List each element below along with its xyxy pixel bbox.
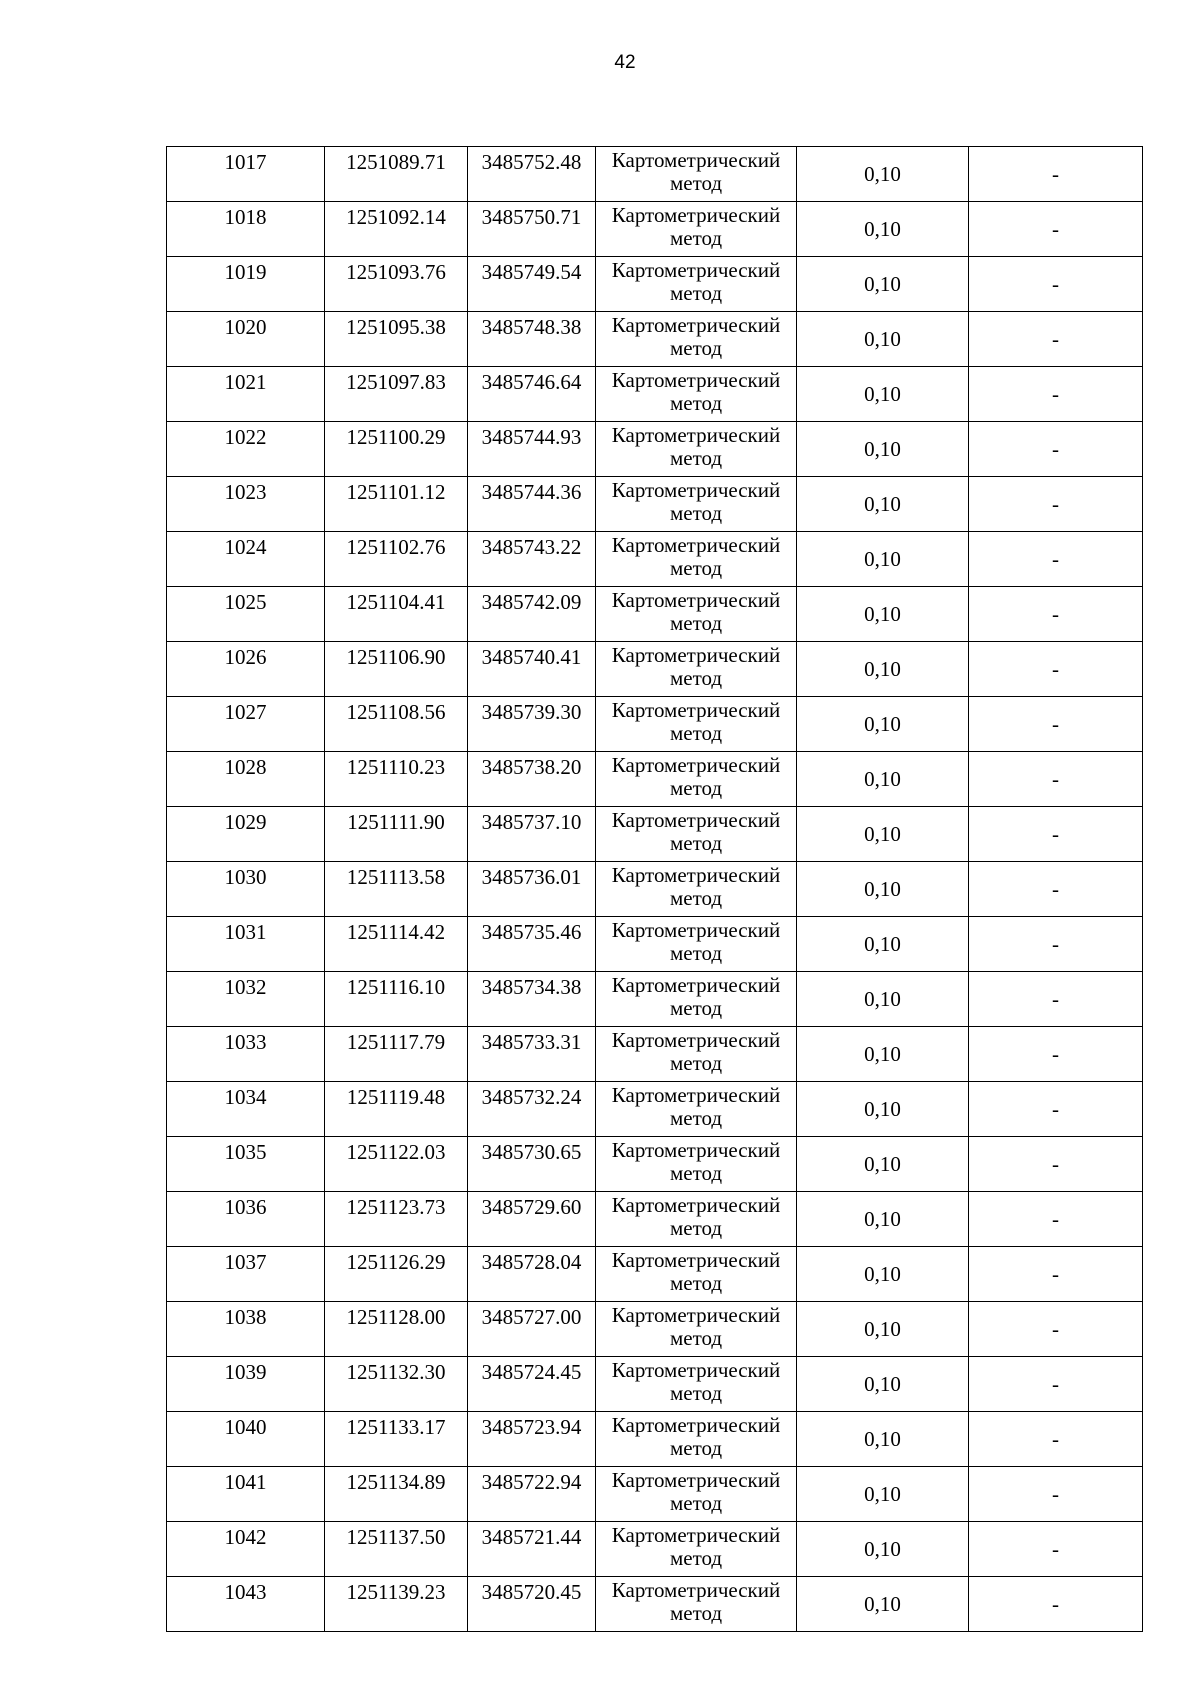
- point-number-cell: 1019: [167, 257, 325, 312]
- note-cell: -: [969, 917, 1143, 972]
- table-row: [167, 147, 1143, 202]
- point-number-cell: 1026: [167, 642, 325, 697]
- note-cell: -: [969, 1027, 1143, 1082]
- method-cell: [596, 972, 797, 1027]
- point-number-cell: 1043: [167, 1577, 325, 1632]
- method-cell: [596, 367, 797, 422]
- method-line-2: метод: [669, 1216, 723, 1240]
- method-line-1: Картометрический: [611, 368, 781, 392]
- accuracy-cell: 0,10: [797, 917, 969, 972]
- method-line-1: Картометрический: [611, 1028, 781, 1052]
- method-line-2: метод: [669, 996, 723, 1020]
- accuracy-cell: 0,10: [797, 972, 969, 1027]
- method-cell: [596, 807, 797, 862]
- accuracy-cell: 0,10: [797, 477, 969, 532]
- x-coordinate-cell: 1251128.00: [325, 1302, 468, 1357]
- table-row: [167, 1467, 1143, 1522]
- method-line-1: Картометрический: [611, 1468, 781, 1492]
- point-number-cell: 1021: [167, 367, 325, 422]
- point-number-cell: 1024: [167, 532, 325, 587]
- method-line-2: метод: [669, 721, 723, 745]
- method-cell: [596, 477, 797, 532]
- table-row: [167, 367, 1143, 422]
- table-row: [167, 972, 1143, 1027]
- x-coordinate-cell: 1251137.50: [325, 1522, 468, 1577]
- table-row: [167, 1357, 1143, 1412]
- method-line-1: Картометрический: [611, 1358, 781, 1382]
- method-line-2: метод: [669, 1601, 723, 1625]
- page-number: 42: [614, 52, 636, 73]
- method-line-1: Картометрический: [611, 698, 781, 722]
- method-cell: [596, 642, 797, 697]
- table-row: [167, 642, 1143, 697]
- method-line-2: метод: [669, 1546, 723, 1570]
- method-line-2: метод: [669, 171, 723, 195]
- table-row: [167, 587, 1143, 642]
- y-coordinate-cell: 3485752.48: [468, 147, 596, 202]
- method-line-1: Картометрический: [611, 258, 781, 282]
- point-number-cell: 1023: [167, 477, 325, 532]
- accuracy-cell: 0,10: [797, 587, 969, 642]
- method-line-2: метод: [669, 1271, 723, 1295]
- accuracy-cell: 0,10: [797, 1137, 969, 1192]
- table-row: [167, 752, 1143, 807]
- x-coordinate-cell: 1251111.90: [325, 807, 468, 862]
- method-cell: [596, 1467, 797, 1522]
- method-cell: [596, 1412, 797, 1467]
- method-line-1: Картометрический: [611, 753, 781, 777]
- x-coordinate-cell: 1251116.10: [325, 972, 468, 1027]
- y-coordinate-cell: 3485737.10: [468, 807, 596, 862]
- accuracy-cell: 0,10: [797, 367, 969, 422]
- accuracy-cell: 0,10: [797, 1522, 969, 1577]
- y-coordinate-cell: 3485733.31: [468, 1027, 596, 1082]
- accuracy-cell: 0,10: [797, 1247, 969, 1302]
- accuracy-cell: 0,10: [797, 1302, 969, 1357]
- method-line-2: метод: [669, 501, 723, 525]
- method-cell: [596, 752, 797, 807]
- method-cell: [596, 312, 797, 367]
- point-number-cell: 1038: [167, 1302, 325, 1357]
- y-coordinate-cell: 3485739.30: [468, 697, 596, 752]
- point-number-cell: 1030: [167, 862, 325, 917]
- accuracy-cell: 0,10: [797, 422, 969, 477]
- method-line-1: Картометрический: [611, 313, 781, 337]
- point-number-cell: 1035: [167, 1137, 325, 1192]
- method-cell: [596, 1027, 797, 1082]
- table-row: [167, 422, 1143, 477]
- x-coordinate-cell: 1251132.30: [325, 1357, 468, 1412]
- y-coordinate-cell: 3485727.00: [468, 1302, 596, 1357]
- y-coordinate-cell: 3485734.38: [468, 972, 596, 1027]
- table-row: [167, 1192, 1143, 1247]
- y-coordinate-cell: 3485723.94: [468, 1412, 596, 1467]
- x-coordinate-cell: 1251133.17: [325, 1412, 468, 1467]
- y-coordinate-cell: 3485721.44: [468, 1522, 596, 1577]
- method-line-1: Картометрический: [611, 1303, 781, 1327]
- note-cell: -: [969, 807, 1143, 862]
- method-cell: [596, 1302, 797, 1357]
- y-coordinate-cell: 3485728.04: [468, 1247, 596, 1302]
- point-number-cell: 1033: [167, 1027, 325, 1082]
- method-cell: [596, 202, 797, 257]
- x-coordinate-cell: 1251092.14: [325, 202, 468, 257]
- note-cell: -: [969, 1192, 1143, 1247]
- method-cell: [596, 422, 797, 477]
- note-cell: -: [969, 1412, 1143, 1467]
- method-line-2: метод: [669, 336, 723, 360]
- method-line-1: Картометрический: [611, 1138, 781, 1162]
- note-cell: -: [969, 587, 1143, 642]
- x-coordinate-cell: 1251123.73: [325, 1192, 468, 1247]
- table-row: [167, 1247, 1143, 1302]
- method-line-2: метод: [669, 611, 723, 635]
- point-number-cell: 1039: [167, 1357, 325, 1412]
- point-number-cell: 1025: [167, 587, 325, 642]
- method-cell: [596, 532, 797, 587]
- note-cell: -: [969, 1137, 1143, 1192]
- note-cell: -: [969, 862, 1143, 917]
- table-row: [167, 697, 1143, 752]
- point-number-cell: 1031: [167, 917, 325, 972]
- note-cell: -: [969, 1247, 1143, 1302]
- accuracy-cell: 0,10: [797, 807, 969, 862]
- method-line-2: метод: [669, 1326, 723, 1350]
- y-coordinate-cell: 3485738.20: [468, 752, 596, 807]
- method-line-1: Картометрический: [611, 423, 781, 447]
- method-line-1: Картометрический: [611, 148, 781, 172]
- coordinates-table: [166, 146, 1143, 1632]
- x-coordinate-cell: 1251106.90: [325, 642, 468, 697]
- method-cell: [596, 917, 797, 972]
- method-line-1: Картометрический: [611, 203, 781, 227]
- note-cell: -: [969, 642, 1143, 697]
- note-cell: -: [969, 752, 1143, 807]
- note-cell: -: [969, 1357, 1143, 1412]
- accuracy-cell: 0,10: [797, 1192, 969, 1247]
- method-line-1: Картометрический: [611, 918, 781, 942]
- accuracy-cell: 0,10: [797, 697, 969, 752]
- method-line-2: метод: [669, 446, 723, 470]
- y-coordinate-cell: 3485750.71: [468, 202, 596, 257]
- method-line-1: Картометрический: [611, 1083, 781, 1107]
- method-line-2: метод: [669, 1381, 723, 1405]
- y-coordinate-cell: 3485729.60: [468, 1192, 596, 1247]
- table-row: [167, 1522, 1143, 1577]
- note-cell: -: [969, 367, 1143, 422]
- method-line-1: Картометрический: [611, 1248, 781, 1272]
- point-number-cell: 1034: [167, 1082, 325, 1137]
- point-number-cell: 1032: [167, 972, 325, 1027]
- table-row: [167, 1027, 1143, 1082]
- point-number-cell: 1042: [167, 1522, 325, 1577]
- table-row: [167, 532, 1143, 587]
- y-coordinate-cell: 3485724.45: [468, 1357, 596, 1412]
- accuracy-cell: 0,10: [797, 257, 969, 312]
- table-row: [167, 1137, 1143, 1192]
- point-number-cell: 1027: [167, 697, 325, 752]
- x-coordinate-cell: 1251134.89: [325, 1467, 468, 1522]
- point-number-cell: 1022: [167, 422, 325, 477]
- accuracy-cell: 0,10: [797, 1412, 969, 1467]
- x-coordinate-cell: 1251126.29: [325, 1247, 468, 1302]
- table-row: [167, 807, 1143, 862]
- table-row: [167, 257, 1143, 312]
- method-cell: [596, 147, 797, 202]
- method-cell: [596, 587, 797, 642]
- method-cell: [596, 1577, 797, 1632]
- x-coordinate-cell: 1251139.23: [325, 1577, 468, 1632]
- table-row: [167, 1302, 1143, 1357]
- accuracy-cell: 0,10: [797, 147, 969, 202]
- method-line-2: метод: [669, 831, 723, 855]
- note-cell: -: [969, 1522, 1143, 1577]
- y-coordinate-cell: 3485744.93: [468, 422, 596, 477]
- method-line-1: Картометрический: [611, 1523, 781, 1547]
- y-coordinate-cell: 3485749.54: [468, 257, 596, 312]
- method-line-2: метод: [669, 776, 723, 800]
- accuracy-cell: 0,10: [797, 752, 969, 807]
- method-line-1: Картометрический: [611, 533, 781, 557]
- method-cell: [596, 257, 797, 312]
- note-cell: -: [969, 1082, 1143, 1137]
- accuracy-cell: 0,10: [797, 1027, 969, 1082]
- method-line-1: Картометрический: [611, 1413, 781, 1437]
- method-line-1: Картометрический: [611, 863, 781, 887]
- note-cell: -: [969, 257, 1143, 312]
- point-number-cell: 1040: [167, 1412, 325, 1467]
- x-coordinate-cell: 1251093.76: [325, 257, 468, 312]
- point-number-cell: 1041: [167, 1467, 325, 1522]
- y-coordinate-cell: 3485730.65: [468, 1137, 596, 1192]
- x-coordinate-cell: 1251100.29: [325, 422, 468, 477]
- method-line-2: метод: [669, 1436, 723, 1460]
- method-line-2: метод: [669, 666, 723, 690]
- y-coordinate-cell: 3485722.94: [468, 1467, 596, 1522]
- method-cell: [596, 1247, 797, 1302]
- method-cell: [596, 1357, 797, 1412]
- table-row: [167, 202, 1143, 257]
- note-cell: -: [969, 312, 1143, 367]
- accuracy-cell: 0,10: [797, 312, 969, 367]
- point-number-cell: 1018: [167, 202, 325, 257]
- y-coordinate-cell: 3485735.46: [468, 917, 596, 972]
- y-coordinate-cell: 3485746.64: [468, 367, 596, 422]
- x-coordinate-cell: 1251102.76: [325, 532, 468, 587]
- method-cell: [596, 1082, 797, 1137]
- method-line-1: Картометрический: [611, 478, 781, 502]
- y-coordinate-cell: 3485743.22: [468, 532, 596, 587]
- y-coordinate-cell: 3485720.45: [468, 1577, 596, 1632]
- method-line-2: метод: [669, 941, 723, 965]
- accuracy-cell: 0,10: [797, 1577, 969, 1632]
- x-coordinate-cell: 1251110.23: [325, 752, 468, 807]
- table-row: [167, 1412, 1143, 1467]
- x-coordinate-cell: 1251114.42: [325, 917, 468, 972]
- note-cell: -: [969, 972, 1143, 1027]
- x-coordinate-cell: 1251119.48: [325, 1082, 468, 1137]
- method-line-2: метод: [669, 1491, 723, 1515]
- table-row: [167, 917, 1143, 972]
- note-cell: -: [969, 147, 1143, 202]
- note-cell: -: [969, 422, 1143, 477]
- table-row: [167, 1082, 1143, 1137]
- method-line-2: метод: [669, 1106, 723, 1130]
- point-number-cell: 1017: [167, 147, 325, 202]
- table-row: [167, 862, 1143, 917]
- method-cell: [596, 1522, 797, 1577]
- method-line-2: метод: [669, 391, 723, 415]
- method-cell: [596, 1137, 797, 1192]
- point-number-cell: 1036: [167, 1192, 325, 1247]
- x-coordinate-cell: 1251089.71: [325, 147, 468, 202]
- x-coordinate-cell: 1251101.12: [325, 477, 468, 532]
- note-cell: -: [969, 532, 1143, 587]
- method-line-1: Картометрический: [611, 1193, 781, 1217]
- method-line-2: метод: [669, 1051, 723, 1075]
- accuracy-cell: 0,10: [797, 532, 969, 587]
- method-line-1: Картометрический: [611, 808, 781, 832]
- x-coordinate-cell: 1251108.56: [325, 697, 468, 752]
- accuracy-cell: 0,10: [797, 1082, 969, 1137]
- method-line-2: метод: [669, 556, 723, 580]
- accuracy-cell: 0,10: [797, 862, 969, 917]
- note-cell: -: [969, 1577, 1143, 1632]
- point-number-cell: 1020: [167, 312, 325, 367]
- method-line-2: метод: [669, 886, 723, 910]
- x-coordinate-cell: 1251104.41: [325, 587, 468, 642]
- point-number-cell: 1037: [167, 1247, 325, 1302]
- table-row: [167, 477, 1143, 532]
- y-coordinate-cell: 3485744.36: [468, 477, 596, 532]
- method-line-1: Картометрический: [611, 643, 781, 667]
- point-number-cell: 1029: [167, 807, 325, 862]
- method-line-2: метод: [669, 281, 723, 305]
- note-cell: -: [969, 1302, 1143, 1357]
- x-coordinate-cell: 1251122.03: [325, 1137, 468, 1192]
- x-coordinate-cell: 1251117.79: [325, 1027, 468, 1082]
- method-line-1: Картометрический: [611, 1578, 781, 1602]
- coordinates-table-body: [167, 147, 1143, 1632]
- point-number-cell: 1028: [167, 752, 325, 807]
- table-row: [167, 312, 1143, 367]
- note-cell: -: [969, 697, 1143, 752]
- note-cell: -: [969, 477, 1143, 532]
- method-line-2: метод: [669, 226, 723, 250]
- method-line-1: Картометрический: [611, 973, 781, 997]
- method-line-2: метод: [669, 1161, 723, 1185]
- accuracy-cell: 0,10: [797, 202, 969, 257]
- x-coordinate-cell: 1251113.58: [325, 862, 468, 917]
- y-coordinate-cell: 3485748.38: [468, 312, 596, 367]
- method-cell: [596, 1192, 797, 1247]
- y-coordinate-cell: 3485740.41: [468, 642, 596, 697]
- method-cell: [596, 862, 797, 917]
- y-coordinate-cell: 3485742.09: [468, 587, 596, 642]
- x-coordinate-cell: 1251097.83: [325, 367, 468, 422]
- accuracy-cell: 0,10: [797, 642, 969, 697]
- y-coordinate-cell: 3485736.01: [468, 862, 596, 917]
- y-coordinate-cell: 3485732.24: [468, 1082, 596, 1137]
- method-cell: [596, 697, 797, 752]
- note-cell: -: [969, 1467, 1143, 1522]
- accuracy-cell: 0,10: [797, 1357, 969, 1412]
- x-coordinate-cell: 1251095.38: [325, 312, 468, 367]
- accuracy-cell: 0,10: [797, 1467, 969, 1522]
- method-line-1: Картометрический: [611, 588, 781, 612]
- table-row: [167, 1577, 1143, 1632]
- note-cell: -: [969, 202, 1143, 257]
